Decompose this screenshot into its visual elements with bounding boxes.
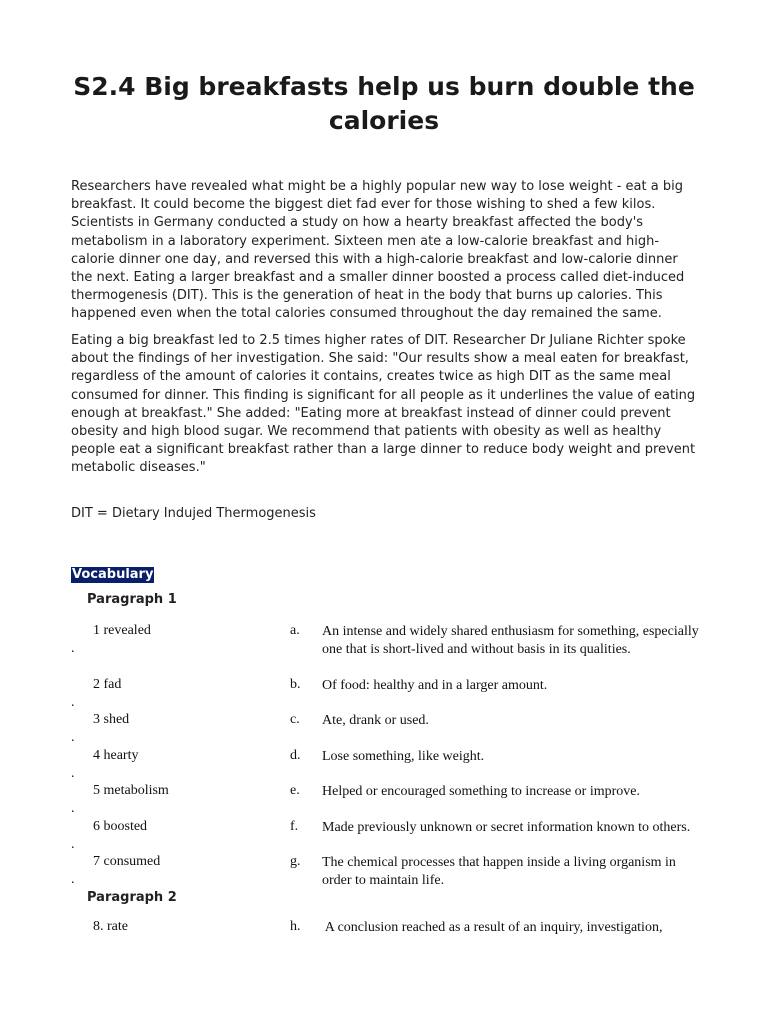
dit-definition: DIT = Dietary Indujed Thermogenesis bbox=[71, 506, 316, 521]
definition-letter: g. bbox=[290, 854, 301, 869]
definition-text: Ate, drank or used. bbox=[322, 713, 429, 728]
row-dot: . bbox=[71, 766, 75, 781]
row-dot: . bbox=[71, 641, 75, 656]
vocab-word: 3 shed bbox=[93, 712, 130, 727]
vocab-word: 5 metabolism bbox=[93, 783, 169, 798]
paragraph-1-heading: Paragraph 1 bbox=[87, 592, 177, 607]
definition-letter: a. bbox=[290, 623, 300, 638]
article-paragraph-1: Researchers have revealed what might be a highly popular new way to lose weight - eat a big breakfast. It could become the biggest diet fad ever for those wishing to shed a few kilos. Scientists in Germany conducted a study on how a hearty breakfast affected the body's metabolism in a laboratory experiment. Sixteen men ate a low-calorie breakfast and high-calorie dinner one day, and reversed this with a high-calorie breakfast and low-calorie dinner the next. Eating a larger breakfast and a smaller dinner boosted a process called diet-induced thermogenesis (DIT). This is the generation of heat in the body that burns up calories. This happened even when the total calories consumed throughout the day remained the same. bbox=[71, 179, 685, 322]
definition-text: Lose something, like weight. bbox=[322, 749, 485, 764]
vocabulary-heading: Vocabulary bbox=[72, 567, 154, 582]
definition-text: The chemical processes that happen inside a living organism in order to maintain life. bbox=[322, 855, 676, 888]
row-dot: . bbox=[71, 872, 75, 887]
page-title: S2.4 Big breakfasts help us burn double the calories bbox=[73, 72, 695, 135]
definition-text: Made previously unknown or secret information known to others. bbox=[322, 820, 691, 835]
article-paragraph-2: Eating a big breakfast led to 2.5 times higher rates of DIT. Researcher Dr Juliane Richter spoke about the findings of her investigation. She said: "Our results show a meal eaten for breakfast, regardless of the amount of calories it contains, creates twice as high DIT as the same meal consumed for dinner. This finding is significant for all people as it underlines the value of eating enough at breakfast." She added: "Eating more at breakfast instead of dinner could prevent obesity and high blood sugar. We recommend that patients with obesity as well as healthy people eat a significant breakfast rather than a large dinner to reduce body weight and prevent metabolic diseases." bbox=[71, 333, 696, 476]
paragraph-2-heading: Paragraph 2 bbox=[87, 890, 177, 905]
definition-letter: e. bbox=[290, 783, 300, 798]
definition-text: A conclusion reached as a result of an inquiry, investigation, bbox=[322, 920, 663, 935]
vocab-word: 1 revealed bbox=[93, 623, 151, 638]
vocab-word: 6 boosted bbox=[93, 819, 148, 834]
row-dot: . bbox=[71, 695, 75, 710]
vocab-word: 4 hearty bbox=[93, 748, 139, 763]
row-dot: . bbox=[71, 801, 75, 816]
definition-letter: f. bbox=[290, 819, 299, 834]
definition-text: Helped or encouraged something to increase or improve. bbox=[322, 784, 641, 799]
definition-letter: c. bbox=[290, 712, 300, 727]
vocab-word: 2 fad bbox=[93, 677, 122, 692]
definition-letter: b. bbox=[290, 677, 301, 692]
vocab-word: 8. rate bbox=[93, 919, 128, 934]
row-dot: . bbox=[71, 730, 75, 745]
vocab-word: 7 consumed bbox=[93, 854, 161, 869]
definition-letter: h. bbox=[290, 919, 301, 934]
definition-text: Of food: healthy and in a larger amount. bbox=[322, 678, 548, 693]
definition-letter: d. bbox=[290, 748, 301, 763]
row-dot: . bbox=[71, 837, 75, 852]
definition-text: An intense and widely shared enthusiasm for something, especially one that is short-lived and without basis in its qualities. bbox=[322, 624, 699, 657]
